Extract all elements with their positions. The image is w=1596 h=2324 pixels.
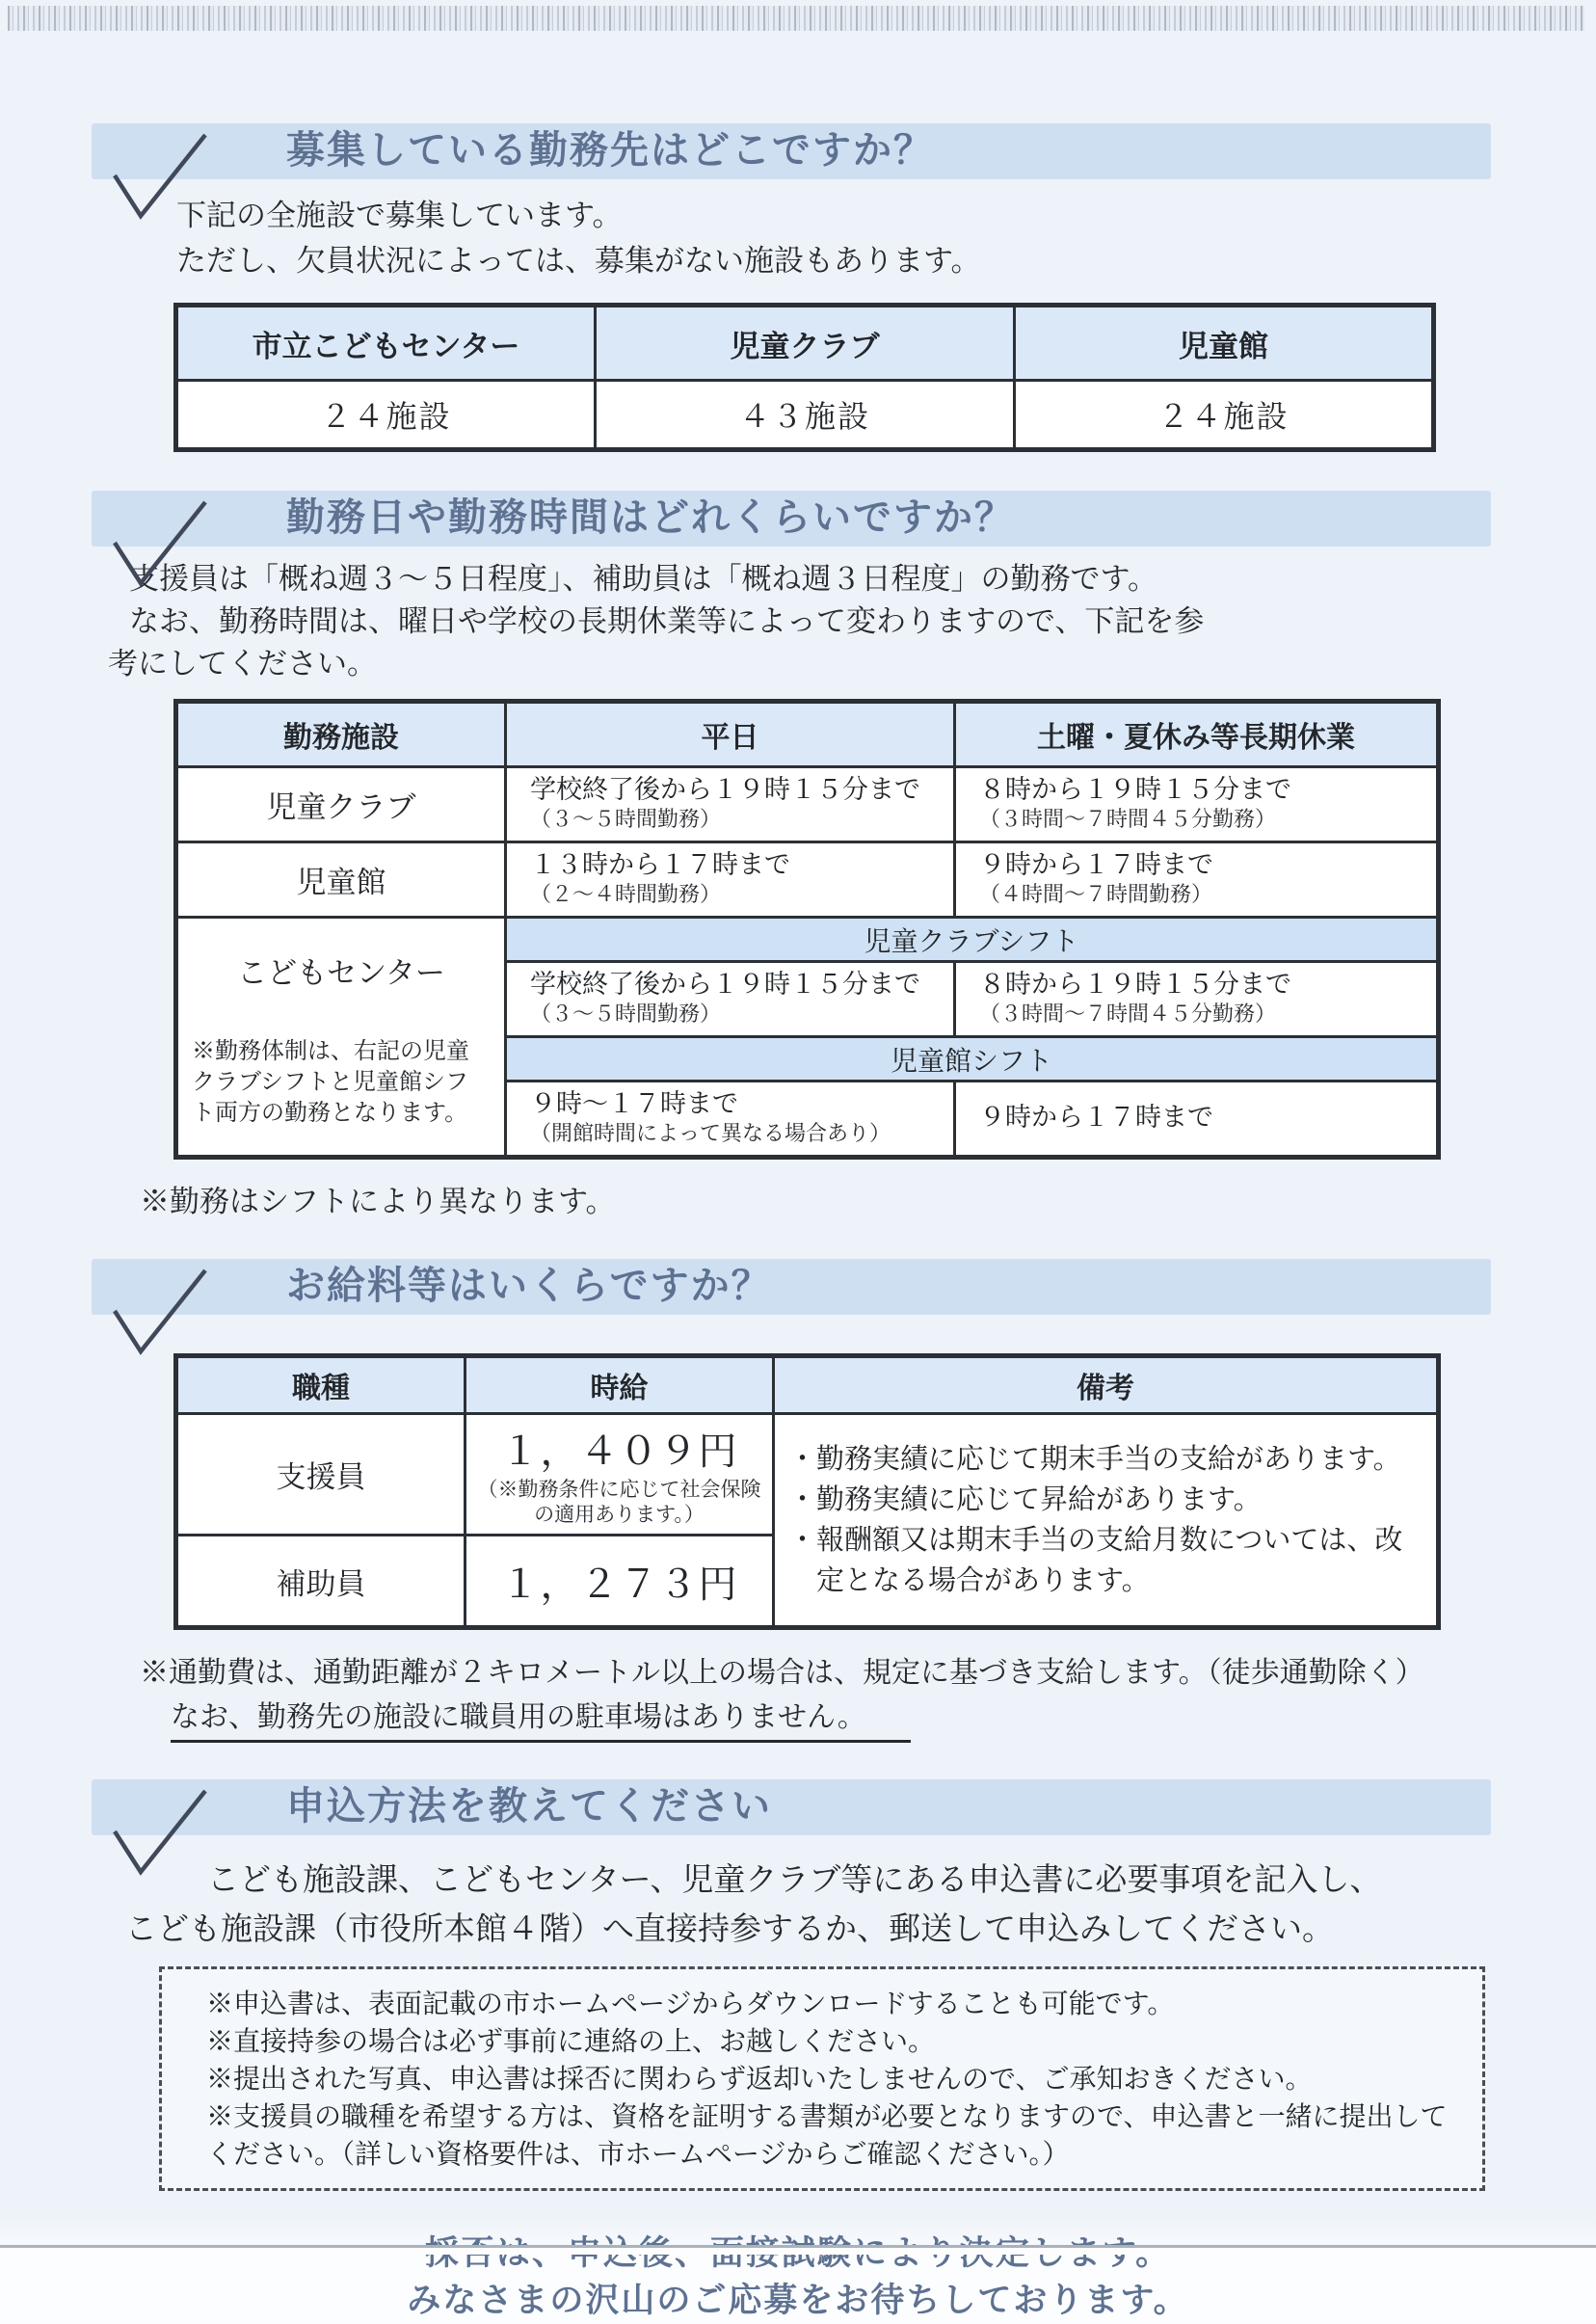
section-schedule-heading — [92, 491, 1491, 547]
hours-text: ８時から１９時１５分まで — [979, 775, 1291, 804]
holiday-hours-cell — [955, 1082, 1439, 1158]
parking-note-underlined: なお、勤務先の施設に職員用の駐車場はありません。 — [171, 1696, 911, 1743]
weekday-hours-cell — [506, 1082, 955, 1158]
wage-cell — [466, 1414, 774, 1536]
facility-count-cell: ４３施設 — [596, 381, 1015, 450]
table-row — [176, 1414, 1439, 1536]
table-header-row — [176, 306, 1434, 381]
facility-note: ※勤務体制は、右記の児童クラブシフトと児童館シフト両方の勤務となります。 — [192, 1038, 469, 1126]
facility-name-cell: 児童クラブ — [176, 767, 506, 842]
intro-line: こども施設課（市役所本館４階）へ直接持参するか、郵送して申込みしてください。 — [125, 1910, 1334, 1946]
club-shift-band: 児童クラブシフト — [506, 918, 1439, 962]
hours-note: （３～５時間勤務） — [530, 807, 722, 831]
remark-item: ・勤務実績に応じて期末手当の支給があります。 — [788, 1444, 1401, 1475]
remark-item: ・勤務実績に応じて昇給があります。 — [788, 1484, 1262, 1515]
facilities-table — [173, 303, 1436, 452]
check-icon — [107, 127, 215, 227]
table-header-cell: 勤務施設 — [176, 702, 506, 767]
section-apply-heading — [92, 1779, 1491, 1835]
weekday-hours-cell — [506, 842, 955, 918]
table-row — [176, 381, 1434, 450]
job-title-cell: 補助員 — [176, 1536, 466, 1628]
hours-note: （３時間～７時間４５分勤務） — [979, 807, 1277, 831]
hours-text: ９時～１７時まで — [530, 1089, 738, 1118]
scan-bottom-edge — [0, 2245, 1596, 2255]
holiday-hours-cell — [955, 767, 1439, 842]
box-note-line: ※申込書は、表面記載の市ホームページからダウンロードすることも可能です。 — [206, 1989, 1175, 2018]
salary-table — [173, 1353, 1441, 1630]
check-icon — [107, 494, 215, 595]
table-row — [176, 918, 1439, 962]
wage-amount: １，２７３円 — [500, 1563, 738, 1606]
holiday-hours-cell — [955, 962, 1439, 1037]
table-header-cell: 平日 — [506, 702, 955, 767]
table-header-row — [176, 702, 1439, 767]
intro-line: なお、勤務時間は、曜日や学校の長期休業等によって変わりますので、下記を参 — [129, 604, 1205, 638]
table-row — [176, 842, 1439, 918]
apply-intro — [125, 1855, 1596, 1953]
apply-notes-box — [159, 1966, 1485, 2191]
table-row — [176, 767, 1439, 842]
check-icon — [107, 1783, 215, 1883]
wage-note: （※勤務条件に応じて社会保険の適用あります。） — [477, 1479, 761, 1526]
hours-text: 学校終了後から１９時１５分まで — [530, 970, 920, 999]
table-header-cell: 職種 — [176, 1356, 466, 1414]
wage-cell — [466, 1536, 774, 1628]
remark-item: ・報酬額又は期末手当の支給月数については、改定となる場合があります。 — [788, 1525, 1403, 1596]
hours-text: ９時から１７時まで — [979, 850, 1213, 879]
facility-count-cell: ２４施設 — [176, 381, 596, 450]
wage-amount: １，４０９円 — [500, 1430, 738, 1473]
kan-shift-band: 児童館シフト — [506, 1037, 1439, 1082]
weekday-hours-cell — [506, 767, 955, 842]
kodomo-center-cell — [176, 918, 506, 1158]
table-header-cell: 児童クラブ — [596, 306, 1015, 381]
weekday-hours-cell — [506, 962, 955, 1037]
hours-text: １３時から１７時まで — [530, 850, 790, 879]
section-title: お給料等はいくらですか？ — [286, 1265, 772, 1307]
hours-note: （４時間～７時間勤務） — [979, 882, 1213, 906]
table-header-cell: 児童館 — [1014, 306, 1433, 381]
section-recruit-heading — [92, 123, 1491, 179]
intro-line: 支援員は「概ね週３～５日程度」、補助員は「概ね週３日程度」の勤務です。 — [129, 562, 1158, 596]
hours-text: ８時から１９時１５分まで — [979, 970, 1291, 999]
hours-note: （開館時間によって異なる場合あり） — [530, 1121, 891, 1145]
intro-line: 下記の全施設で募集しています。 — [176, 199, 623, 232]
hours-text: ９時から１７時まで — [979, 1103, 1213, 1132]
footer-line: みなさまの沢山のご応募をお待ちしております。 — [407, 2282, 1189, 2319]
schedule-table — [173, 699, 1441, 1160]
section-title: 勤務日や勤務時間はどれくらいですか？ — [286, 496, 1015, 539]
table-header-row — [176, 1356, 1439, 1414]
job-title-cell: 支援員 — [176, 1414, 466, 1536]
box-note-line: ※支援員の職種を希望する方は、資格を証明する書類が必要となりますので、申込書と一緒に提出して — [206, 2101, 1448, 2131]
shift-note: ※勤務はシフトにより異なります。 — [140, 1185, 616, 1218]
commute-note — [140, 1651, 1596, 1743]
note-line: ※通勤費は、通勤距離が２キロメートル以上の場合は、規定に基づき支給します。（徒歩通勤除く） — [140, 1657, 1424, 1689]
recruit-intro — [176, 193, 1596, 283]
footer — [0, 2216, 1596, 2324]
intro-line: こども施設課、こどもセンター、児童クラブ等にある申込書に必要事項を記入し、 — [207, 1861, 1382, 1897]
box-note-line: ください。（詳しい資格要件は、市ホームページからご確認ください。） — [206, 2139, 1070, 2169]
holiday-hours-cell — [955, 842, 1439, 918]
hours-note: （２～４時間勤務） — [530, 882, 722, 906]
box-note-line: ※直接持参の場合は必ず事前に連絡の上、お越しください。 — [206, 2026, 936, 2056]
intro-line: ただし、欠員状況によっては、募集がない施設もあります。 — [176, 244, 981, 278]
schedule-intro — [108, 558, 1596, 685]
facility-name-cell: 児童館 — [176, 842, 506, 918]
hours-note: （３時間～７時間４５分勤務） — [979, 1002, 1277, 1026]
intro-line: 考にしてください。 — [108, 647, 377, 681]
section-title: 募集している勤務先はどこですか？ — [286, 129, 934, 172]
table-header-cell: 土曜・夏休み等長期休業 — [955, 702, 1439, 767]
section-title: 申込方法を教えてください — [286, 1785, 772, 1828]
table-header-cell: 時給 — [466, 1356, 774, 1414]
hours-text: 学校終了後から１９時１５分まで — [530, 775, 920, 804]
check-icon — [107, 1263, 215, 1363]
section-salary-heading — [92, 1259, 1491, 1315]
box-note-line: ※提出された写真、申込書は採否に関わらず返却いたしませんので、ご承知おきください。 — [206, 2064, 1313, 2094]
hours-note: （３～５時間勤務） — [530, 1002, 722, 1026]
facility-name: こどもセンター — [237, 956, 445, 990]
table-header-cell: 備考 — [774, 1356, 1439, 1414]
facility-count-cell: ２４施設 — [1014, 381, 1433, 450]
remarks-cell — [774, 1414, 1439, 1628]
table-header-cell: 市立こどもセンター — [176, 306, 596, 381]
